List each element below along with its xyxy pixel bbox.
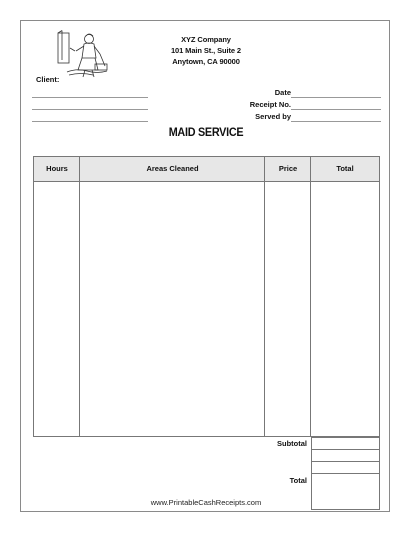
summary-row-divider	[311, 473, 380, 474]
company-address-line2: Anytown, CA 90000	[172, 57, 240, 66]
summary-row-divider	[311, 461, 380, 462]
company-address-line1: 101 Main St., Suite 2	[170, 46, 241, 55]
header-price: Price	[278, 164, 298, 173]
column-divider	[310, 156, 311, 437]
column-divider	[264, 156, 265, 437]
served-by-label: Served by	[255, 112, 291, 121]
date-label: Date	[274, 88, 291, 97]
client-line-3[interactable]	[32, 121, 148, 122]
table-header	[33, 156, 380, 182]
header-hours: Hours	[46, 164, 68, 173]
client-line-1[interactable]	[32, 97, 148, 98]
summary-row-divider	[311, 449, 380, 450]
client-line-2[interactable]	[32, 109, 148, 110]
served-by-line[interactable]	[291, 121, 381, 122]
company-block	[21, 34, 391, 67]
column-divider	[79, 156, 80, 437]
company-name: XYZ Company	[181, 35, 231, 44]
receipt-number-label: Receipt No.	[249, 100, 291, 109]
subtotal-label: Subtotal	[277, 439, 307, 448]
date-line[interactable]	[291, 97, 381, 98]
header-areas-cleaned: Areas Cleaned	[146, 164, 199, 173]
total-label: Total	[289, 476, 307, 485]
receipt-title: MAID SERVICE	[168, 125, 244, 139]
table-body[interactable]	[33, 181, 380, 437]
client-label: Client:	[36, 75, 60, 84]
receipt-number-line[interactable]	[291, 109, 381, 110]
receipt-page	[20, 20, 390, 512]
footer-url: www.PrintableCashReceipts.com	[150, 498, 262, 507]
header-total: Total	[336, 164, 354, 173]
